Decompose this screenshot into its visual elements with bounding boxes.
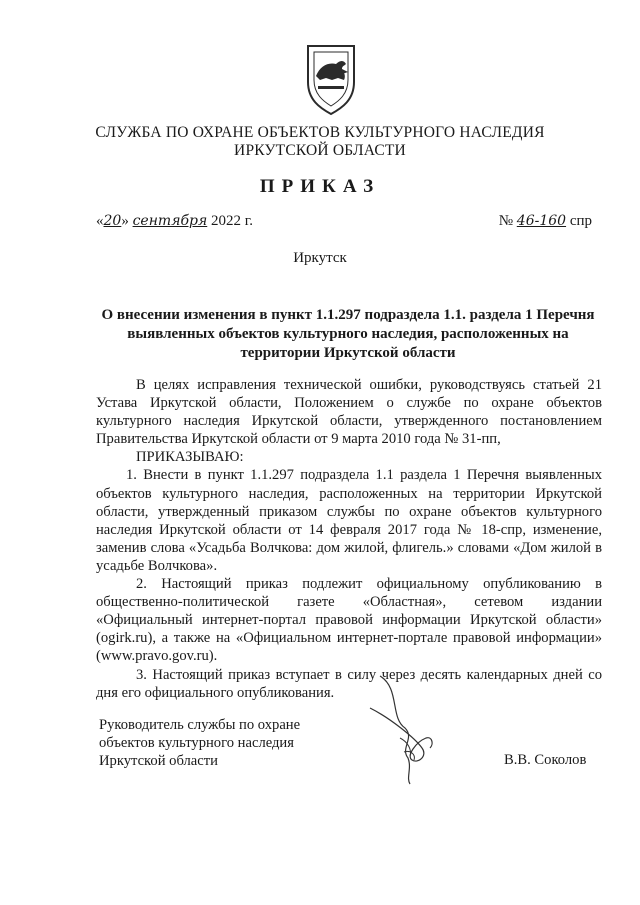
preamble-paragraph: В целях исправления технической ошибки, руководствуясь статьей 21 Устава Иркутской области, Положением о службе по охране объектов культурного наследия Иркутской области, утвержденного постановлением Правительства Иркутской области от 9 марта 2010 года № 31-пп, — [96, 377, 602, 448]
position-line2: объектов культурного наследия — [99, 735, 294, 752]
date-day: 20 — [103, 213, 122, 229]
item-2-paragraph: 2. Настоящий приказ подлежит официальному опубликованию в общественно-политической газете «Областная», сетевом издании «Официальный интернет-портал правовой информации Иркутской области» (ogirk.ru), а также на «Официальном интернет-портале правовой информации» (www.pravo.gov.ru). — [96, 576, 602, 665]
date-year: 2022 г. — [211, 213, 253, 229]
date-month: сентября — [132, 213, 208, 229]
org-name-line2: ИРКУТСКОЙ ОБЛАСТИ — [234, 142, 406, 159]
document-date — [96, 213, 253, 230]
number-suffix: спр — [569, 213, 592, 229]
heading-line2: выявленных объектов культурного наследия, расположенных на — [127, 326, 569, 342]
position-line1: Руководитель службы по охране — [99, 717, 301, 733]
date-open-quote: « — [96, 213, 104, 229]
item-3-paragraph: 3. Настоящий приказ вступает в силу через десять календарных дней со дня его официального опубликования. — [96, 666, 602, 701]
number-prefix: № — [498, 213, 514, 229]
document-number — [499, 213, 592, 230]
order-word: ПРИКАЗЫВАЮ: — [136, 449, 244, 466]
org-name-line1: СЛУЖБА ПО ОХРАНЕ ОБЪЕКТОВ КУЛЬТУРНОГО НАСЛЕДИЯ — [95, 124, 545, 141]
number-value: 46-160 — [516, 213, 567, 229]
heading-line3: территории Иркутской области — [240, 345, 456, 361]
item-1-paragraph: 1. Внести в пункт 1.1.297 подраздела 1.1 раздела 1 Перечня выявленных объектов культурного наследия, расположенных на территории Иркутской области, утвержденный приказом службы по охране объектов культурного наследия Иркутской области от 14 февраля 2017 года № 18-спр, изменение, заменив слова «Усадьба Волчкова: дом жилой, флигель.» словами «Дом жилой в усадьбе Волчкова». — [96, 467, 602, 574]
heading-line1: О внесении изменения в пункт 1.1.297 подраздела 1.1. раздела 1 Перечня — [101, 307, 595, 323]
signatory-position — [99, 716, 300, 770]
date-close-quote: » — [121, 213, 129, 229]
city: Иркутск — [293, 250, 347, 266]
position-line3: Иркутской области — [99, 753, 218, 770]
coat-of-arms-icon — [302, 42, 360, 116]
document-body — [96, 376, 602, 702]
document-heading — [98, 306, 598, 363]
handwritten-signature-icon — [360, 668, 470, 788]
document-type: ПРИКАЗ — [259, 176, 381, 197]
signatory-name: В.В. Соколов — [504, 752, 587, 768]
